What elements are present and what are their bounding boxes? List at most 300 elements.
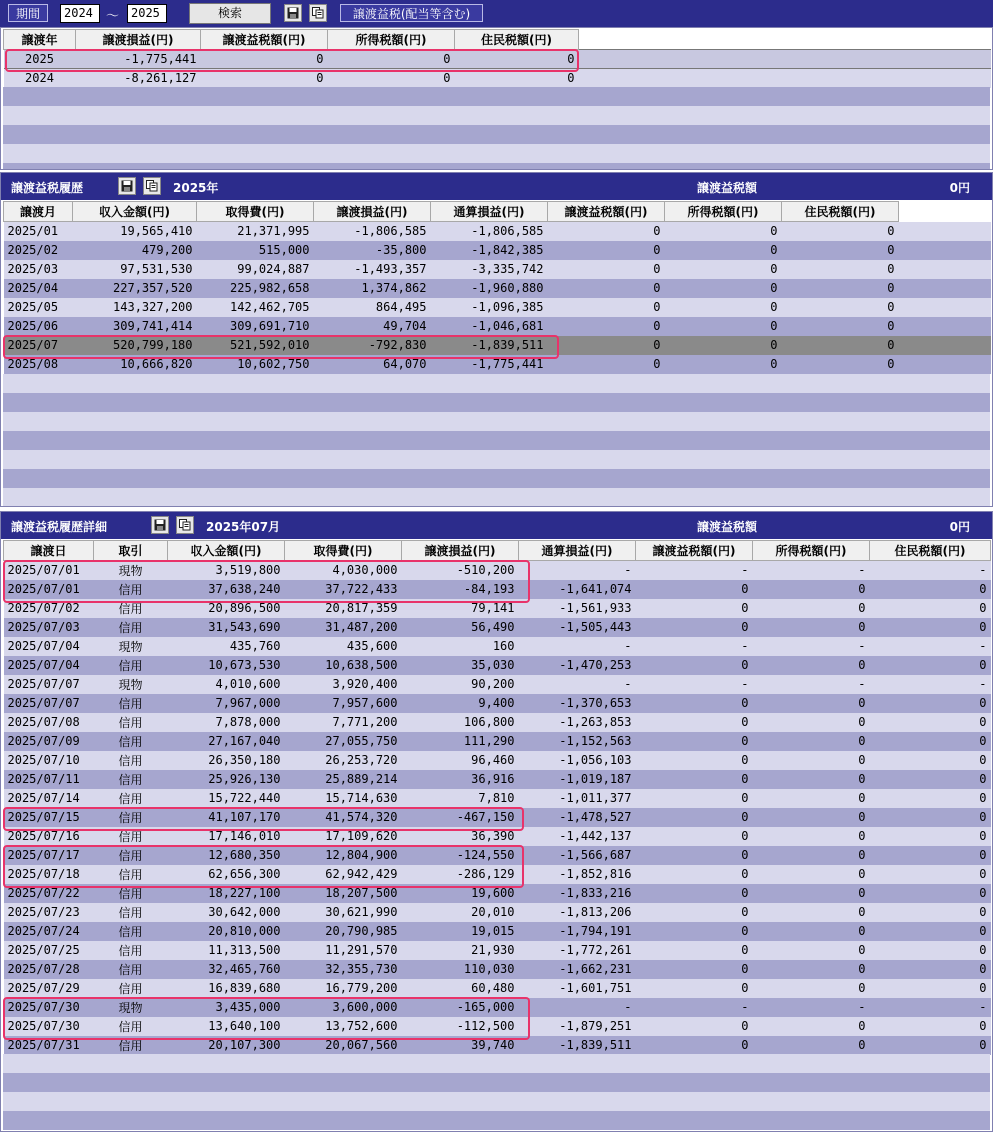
cell-date: 2025/07/25 (4, 941, 94, 960)
cell-resident-tax: 0 (455, 50, 579, 69)
cell-profit-loss: -1,806,585 (314, 222, 431, 241)
cell-resident-tax: 0 (870, 922, 991, 941)
cell-date: 2025/07/04 (4, 656, 94, 675)
cell-trade-type: 信用 (94, 580, 168, 599)
cell-resident-tax: 0 (782, 241, 899, 260)
table-row[interactable] (4, 960, 991, 979)
cell-transfer-tax: 0 (636, 580, 753, 599)
cell-income-tax: 0 (665, 317, 782, 336)
cell-date: 2025/07/10 (4, 751, 94, 770)
table-row[interactable] (4, 865, 991, 884)
cell-trade-type: 信用 (94, 694, 168, 713)
cell-profit-loss: 90,200 (402, 675, 519, 694)
cell-income-tax: 0 (753, 884, 870, 903)
cell-cumulative: - (519, 998, 636, 1017)
empty-row (3, 374, 990, 393)
cell-cost: 11,291,570 (285, 941, 402, 960)
cell-revenue: 32,465,760 (168, 960, 285, 979)
cell-cumulative: -1,056,103 (519, 751, 636, 770)
cell-cost: 26,253,720 (285, 751, 402, 770)
cell-transfer-tax: - (636, 998, 753, 1017)
col-resident-tax[interactable]: 住民税額(円) (870, 541, 991, 561)
cell-transfer-tax: 0 (636, 789, 753, 808)
cell-cumulative: -1,370,653 (519, 694, 636, 713)
cell-transfer-tax: - (636, 561, 753, 580)
history-header (1, 173, 992, 200)
col-cumulative[interactable]: 通算損益(円) (519, 541, 636, 561)
cell-trade-type: 信用 (94, 770, 168, 789)
cell-date: 2025/07/29 (4, 979, 94, 998)
table-row[interactable] (4, 317, 991, 336)
cell-resident-tax: 0 (870, 827, 991, 846)
cell-date: 2025/07/24 (4, 922, 94, 941)
cell-trade-type: 現物 (94, 998, 168, 1017)
cell-filler (899, 317, 991, 336)
cell-resident-tax: 0 (782, 317, 899, 336)
cell-transfer-tax: 0 (548, 298, 665, 317)
cell-cost: 31,487,200 (285, 618, 402, 637)
cell-cumulative: -1,806,585 (431, 222, 548, 241)
cell-cumulative: - (519, 675, 636, 694)
cell-resident-tax: 0 (870, 599, 991, 618)
table-row[interactable] (4, 675, 991, 694)
cell-profit-loss: 60,480 (402, 979, 519, 998)
cell-revenue: 20,896,500 (168, 599, 285, 618)
cell-trade-type: 信用 (94, 789, 168, 808)
col-transfer-tax[interactable]: 譲渡益税額(円) (548, 202, 665, 222)
cell-cumulative: -1,566,687 (519, 846, 636, 865)
cell-cumulative: -1,662,231 (519, 960, 636, 979)
cell-resident-tax: 0 (782, 298, 899, 317)
cell-cumulative: -1,641,074 (519, 580, 636, 599)
cell-income-tax: 0 (665, 298, 782, 317)
empty-row (3, 431, 990, 450)
cell-cost: 30,621,990 (285, 903, 402, 922)
col-month[interactable]: 譲渡月 (4, 202, 73, 222)
cell-transfer-tax: 0 (636, 732, 753, 751)
table-row[interactable] (4, 241, 991, 260)
cell-cost: 18,207,500 (285, 884, 402, 903)
cell-transfer-tax: 0 (636, 618, 753, 637)
cell-resident-tax: 0 (870, 1017, 991, 1036)
cell-transfer-tax: 0 (636, 751, 753, 770)
cell-income-tax: 0 (753, 808, 870, 827)
cell-month: 2025/05 (4, 298, 73, 317)
empty-row (3, 1092, 990, 1111)
cell-month: 2025/07 (4, 336, 73, 355)
range-separator: ～ (106, 9, 120, 24)
cell-trade-type: 信用 (94, 656, 168, 675)
copy-icon[interactable] (143, 177, 161, 195)
cell-transfer-tax: 0 (548, 317, 665, 336)
cell-cumulative: -1,263,853 (519, 713, 636, 732)
cell-income-tax: 0 (665, 241, 782, 260)
cell-cost: 62,942,429 (285, 865, 402, 884)
cell-cumulative: -1,833,216 (519, 884, 636, 903)
table-row[interactable] (4, 561, 991, 580)
cell-profit-loss: -165,000 (402, 998, 519, 1017)
cell-trade-type: 現物 (94, 637, 168, 656)
copy-icon[interactable] (176, 516, 194, 534)
cell-date: 2025/07/01 (4, 561, 94, 580)
col-income-tax[interactable]: 所得税額(円) (665, 202, 782, 222)
cell-date: 2025/07/17 (4, 846, 94, 865)
table-row[interactable] (4, 1017, 991, 1036)
col-income-tax[interactable]: 所得税額(円) (753, 541, 870, 561)
cell-cost: 20,817,359 (285, 599, 402, 618)
cell-date: 2025/07/01 (4, 580, 94, 599)
cell-resident-tax: 0 (870, 618, 991, 637)
cell-profit-loss: -286,129 (402, 865, 519, 884)
cell-cost: 3,600,000 (285, 998, 402, 1017)
col-cumulative[interactable]: 通算損益(円) (431, 202, 548, 222)
cell-cost: 37,722,433 (285, 580, 402, 599)
cell-income-tax: 0 (328, 50, 455, 69)
history-tax-value: 0円 (949, 181, 970, 195)
cell-resident-tax: 0 (782, 222, 899, 241)
cell-resident-tax: 0 (870, 789, 991, 808)
cell-transfer-tax: 0 (201, 50, 328, 69)
cell-income-tax: 0 (753, 903, 870, 922)
cell-cost: 15,714,630 (285, 789, 402, 808)
cell-resident-tax: 0 (782, 336, 899, 355)
cell-transfer-tax: 0 (636, 1017, 753, 1036)
cell-revenue: 435,760 (168, 637, 285, 656)
cell-transfer-tax: 0 (636, 1036, 753, 1055)
cell-trade-type: 信用 (94, 846, 168, 865)
cell-profit-loss: -112,500 (402, 1017, 519, 1036)
cell-cost: 142,462,705 (197, 298, 314, 317)
cell-income-tax: 0 (753, 732, 870, 751)
cell-profit-loss: 56,490 (402, 618, 519, 637)
cell-profit-loss: -467,150 (402, 808, 519, 827)
history-title: 譲渡益税履歴 (11, 181, 84, 195)
cell-resident-tax: 0 (870, 960, 991, 979)
cell-revenue: 97,531,530 (73, 260, 197, 279)
col-transfer-tax[interactable]: 譲渡益税額(円) (201, 30, 328, 50)
table-row[interactable] (4, 713, 991, 732)
search-toolbar (0, 0, 993, 28)
cell-revenue: 227,357,520 (73, 279, 197, 298)
cell-date: 2025/07/30 (4, 998, 94, 1017)
col-profit-loss[interactable]: 譲渡損益(円) (402, 541, 519, 561)
cell-profit-loss: -84,193 (402, 580, 519, 599)
cell-transfer-tax: - (636, 637, 753, 656)
cell-profit-loss: 111,290 (402, 732, 519, 751)
copy-icon[interactable] (309, 4, 327, 22)
cell-trade-type: 信用 (94, 713, 168, 732)
table-row[interactable] (4, 637, 991, 656)
table-row[interactable] (4, 808, 991, 827)
cell-resident-tax: - (870, 998, 991, 1017)
cell-date: 2025/07/28 (4, 960, 94, 979)
cell-cost: 10,602,750 (197, 355, 314, 374)
cell-trade-type: 信用 (94, 865, 168, 884)
search-button[interactable]: 検索 (189, 3, 271, 24)
header-filler (899, 202, 991, 222)
cell-cost: 20,790,985 (285, 922, 402, 941)
cell-cost: 27,055,750 (285, 732, 402, 751)
table-row[interactable] (4, 903, 991, 922)
mode-toggle-button[interactable]: 譲渡益税(配当等含む) (340, 4, 483, 22)
cell-transfer-tax: 0 (636, 656, 753, 675)
cell-revenue: 309,741,414 (73, 317, 197, 336)
table-row[interactable] (4, 298, 991, 317)
cell-transfer-tax: 0 (548, 355, 665, 374)
cell-filler (899, 298, 991, 317)
cell-cost: 435,600 (285, 637, 402, 656)
cell-year: 2024 (4, 69, 76, 88)
cell-cumulative: -1,011,377 (519, 789, 636, 808)
cell-resident-tax: 0 (870, 713, 991, 732)
cell-trade-type: 信用 (94, 979, 168, 998)
cell-filler (579, 69, 991, 88)
detail-panel (0, 511, 993, 1132)
cell-cumulative: -1,152,563 (519, 732, 636, 751)
cell-profit-loss: 20,010 (402, 903, 519, 922)
cell-cost: 521,592,010 (197, 336, 314, 355)
cell-cumulative: -1,794,191 (519, 922, 636, 941)
col-cost[interactable]: 取得費(円) (285, 541, 402, 561)
cell-date: 2025/07/11 (4, 770, 94, 789)
cell-profit-loss: 864,495 (314, 298, 431, 317)
cell-income-tax: 0 (665, 279, 782, 298)
col-resident-tax[interactable]: 住民税額(円) (455, 30, 579, 50)
cell-cumulative: -1,561,933 (519, 599, 636, 618)
cell-cumulative: - (519, 637, 636, 656)
cell-cost: 515,000 (197, 241, 314, 260)
cell-cumulative: -1,852,816 (519, 865, 636, 884)
empty-rows (3, 374, 990, 507)
cell-income-tax: 0 (753, 1017, 870, 1036)
cell-cost: 13,752,600 (285, 1017, 402, 1036)
cell-profit-loss: -35,800 (314, 241, 431, 260)
detail-header-row (4, 541, 991, 561)
header-filler (579, 30, 991, 50)
cell-date: 2025/07/16 (4, 827, 94, 846)
cell-profit-loss: 36,916 (402, 770, 519, 789)
cell-income-tax: 0 (753, 770, 870, 789)
from-year-input[interactable]: 2024 (60, 4, 100, 23)
period-label: 期間 (8, 4, 48, 22)
detail-header (1, 512, 992, 539)
cell-income-tax: 0 (753, 979, 870, 998)
cell-trade-type: 信用 (94, 922, 168, 941)
cell-transfer-tax: 0 (548, 260, 665, 279)
cell-transfer-tax: 0 (636, 960, 753, 979)
table-row[interactable] (4, 656, 991, 675)
cell-cumulative: -1,960,880 (431, 279, 548, 298)
table-row[interactable] (4, 846, 991, 865)
cell-profit-loss: -1,493,357 (314, 260, 431, 279)
table-row[interactable] (4, 279, 991, 298)
cell-revenue: 3,435,000 (168, 998, 285, 1017)
cell-revenue: 16,839,680 (168, 979, 285, 998)
cell-income-tax: 0 (753, 580, 870, 599)
cell-income-tax: 0 (753, 922, 870, 941)
cell-transfer-tax: 0 (636, 827, 753, 846)
cell-date: 2025/07/04 (4, 637, 94, 656)
cell-profit-loss: -124,550 (402, 846, 519, 865)
col-cost[interactable]: 取得費(円) (197, 202, 314, 222)
cell-profit-loss: 79,141 (402, 599, 519, 618)
cell-transfer-tax: 0 (636, 941, 753, 960)
cell-resident-tax: 0 (870, 580, 991, 599)
cell-revenue: 11,313,500 (168, 941, 285, 960)
cell-revenue: 19,565,410 (73, 222, 197, 241)
table-row[interactable] (4, 618, 991, 637)
cell-filler (579, 50, 991, 69)
cell-transfer-tax: 0 (636, 808, 753, 827)
cell-revenue: 26,350,180 (168, 751, 285, 770)
cell-profit-loss: 64,070 (314, 355, 431, 374)
table-row[interactable] (4, 50, 991, 69)
table-row[interactable] (4, 789, 991, 808)
table-row[interactable] (4, 884, 991, 903)
cell-cost: 20,067,560 (285, 1036, 402, 1055)
cell-transfer-tax: 0 (636, 846, 753, 865)
cell-profit-loss: 9,400 (402, 694, 519, 713)
cell-income-tax: 0 (753, 618, 870, 637)
table-row[interactable] (4, 922, 991, 941)
col-transfer-tax[interactable]: 譲渡益税額(円) (636, 541, 753, 561)
cell-profit-loss: -792,830 (314, 336, 431, 355)
cell-revenue: 30,642,000 (168, 903, 285, 922)
empty-row (3, 469, 990, 488)
empty-row (3, 412, 990, 431)
cell-date: 2025/07/31 (4, 1036, 94, 1055)
cell-date: 2025/07/09 (4, 732, 94, 751)
cell-filler (899, 260, 991, 279)
cell-income-tax: 0 (665, 336, 782, 355)
table-row[interactable] (4, 260, 991, 279)
summary-panel (0, 27, 993, 170)
cell-income-tax: 0 (753, 789, 870, 808)
cell-transfer-tax: 0 (548, 222, 665, 241)
cell-resident-tax: 0 (870, 865, 991, 884)
cell-income-tax: 0 (753, 599, 870, 618)
cell-profit-loss: 49,704 (314, 317, 431, 336)
cell-income-tax: 0 (753, 960, 870, 979)
cell-revenue: 520,799,180 (73, 336, 197, 355)
cell-cost: 12,804,900 (285, 846, 402, 865)
cell-transfer-tax: 0 (636, 694, 753, 713)
cell-revenue: 12,680,350 (168, 846, 285, 865)
cell-income-tax: 0 (753, 941, 870, 960)
cell-resident-tax: - (870, 637, 991, 656)
floppy-disk-icon[interactable] (151, 516, 169, 534)
cell-profit-loss: 21,930 (402, 941, 519, 960)
table-row[interactable] (4, 69, 991, 88)
table-row[interactable] (4, 732, 991, 751)
cell-cost: 99,024,887 (197, 260, 314, 279)
history-panel (0, 172, 993, 507)
table-row[interactable] (4, 998, 991, 1017)
col-revenue[interactable]: 収入金額(円) (73, 202, 197, 222)
cell-cost: 32,355,730 (285, 960, 402, 979)
col-trade-type[interactable]: 取引 (94, 541, 168, 561)
cell-filler (899, 241, 991, 260)
table-row[interactable] (4, 751, 991, 770)
table-row[interactable] (4, 336, 991, 355)
cell-income-tax: 0 (753, 694, 870, 713)
cell-cost: 16,779,200 (285, 979, 402, 998)
col-revenue[interactable]: 収入金額(円) (168, 541, 285, 561)
cell-date: 2025/07/30 (4, 1017, 94, 1036)
cell-trade-type: 現物 (94, 561, 168, 580)
table-row[interactable] (4, 694, 991, 713)
col-income-tax[interactable]: 所得税額(円) (328, 30, 455, 50)
cell-cost: 21,371,995 (197, 222, 314, 241)
cell-month: 2025/01 (4, 222, 73, 241)
cell-date: 2025/07/15 (4, 808, 94, 827)
col-date[interactable]: 譲渡日 (4, 541, 94, 561)
table-row[interactable] (4, 355, 991, 374)
cell-profit-loss: 35,030 (402, 656, 519, 675)
floppy-disk-icon[interactable] (118, 177, 136, 195)
table-row[interactable] (4, 1036, 991, 1055)
cell-revenue: 10,666,820 (73, 355, 197, 374)
cell-transfer-tax: 0 (636, 599, 753, 618)
history-header-row (4, 202, 991, 222)
cell-profit-loss: 106,800 (402, 713, 519, 732)
table-row[interactable] (4, 770, 991, 789)
cell-filler (899, 336, 991, 355)
table-row[interactable] (4, 222, 991, 241)
cell-transfer-tax: 0 (548, 241, 665, 260)
cell-profit-loss: 39,740 (402, 1036, 519, 1055)
detail-month: 2025年07月 (206, 520, 281, 534)
to-year-input[interactable]: 2025 (127, 4, 167, 23)
col-resident-tax[interactable]: 住民税額(円) (782, 202, 899, 222)
col-year[interactable]: 譲渡年 (4, 30, 76, 50)
table-row[interactable] (4, 941, 991, 960)
table-row[interactable] (4, 599, 991, 618)
cell-resident-tax: 0 (870, 732, 991, 751)
cell-filler (899, 279, 991, 298)
cell-revenue: 18,227,100 (168, 884, 285, 903)
cell-cumulative: -1,839,511 (431, 336, 548, 355)
table-row[interactable] (4, 580, 991, 599)
cell-date: 2025/07/08 (4, 713, 94, 732)
cell-cumulative: -1,772,261 (519, 941, 636, 960)
table-row[interactable] (4, 979, 991, 998)
cell-income-tax: 0 (753, 713, 870, 732)
col-profit-loss[interactable]: 譲渡損益(円) (76, 30, 201, 50)
floppy-disk-icon[interactable] (284, 4, 302, 22)
cell-date: 2025/07/18 (4, 865, 94, 884)
cell-date: 2025/07/02 (4, 599, 94, 618)
cell-month: 2025/02 (4, 241, 73, 260)
col-profit-loss[interactable]: 譲渡損益(円) (314, 202, 431, 222)
cell-resident-tax: 0 (870, 884, 991, 903)
cell-cumulative: -1,505,443 (519, 618, 636, 637)
cell-cumulative: -1,046,681 (431, 317, 548, 336)
history-tax-label: 譲渡益税額 (697, 181, 758, 195)
empty-row (3, 1054, 990, 1073)
cell-resident-tax: 0 (870, 808, 991, 827)
cell-trade-type: 信用 (94, 751, 168, 770)
cell-transfer-tax: 0 (201, 69, 328, 88)
cell-month: 2025/03 (4, 260, 73, 279)
cell-trade-type: 信用 (94, 732, 168, 751)
table-row[interactable] (4, 827, 991, 846)
summary-header-row (4, 30, 991, 50)
cell-profit-loss: 36,390 (402, 827, 519, 846)
cell-cumulative: -1,096,385 (431, 298, 548, 317)
cell-cost: 3,920,400 (285, 675, 402, 694)
cell-income-tax: 0 (753, 865, 870, 884)
